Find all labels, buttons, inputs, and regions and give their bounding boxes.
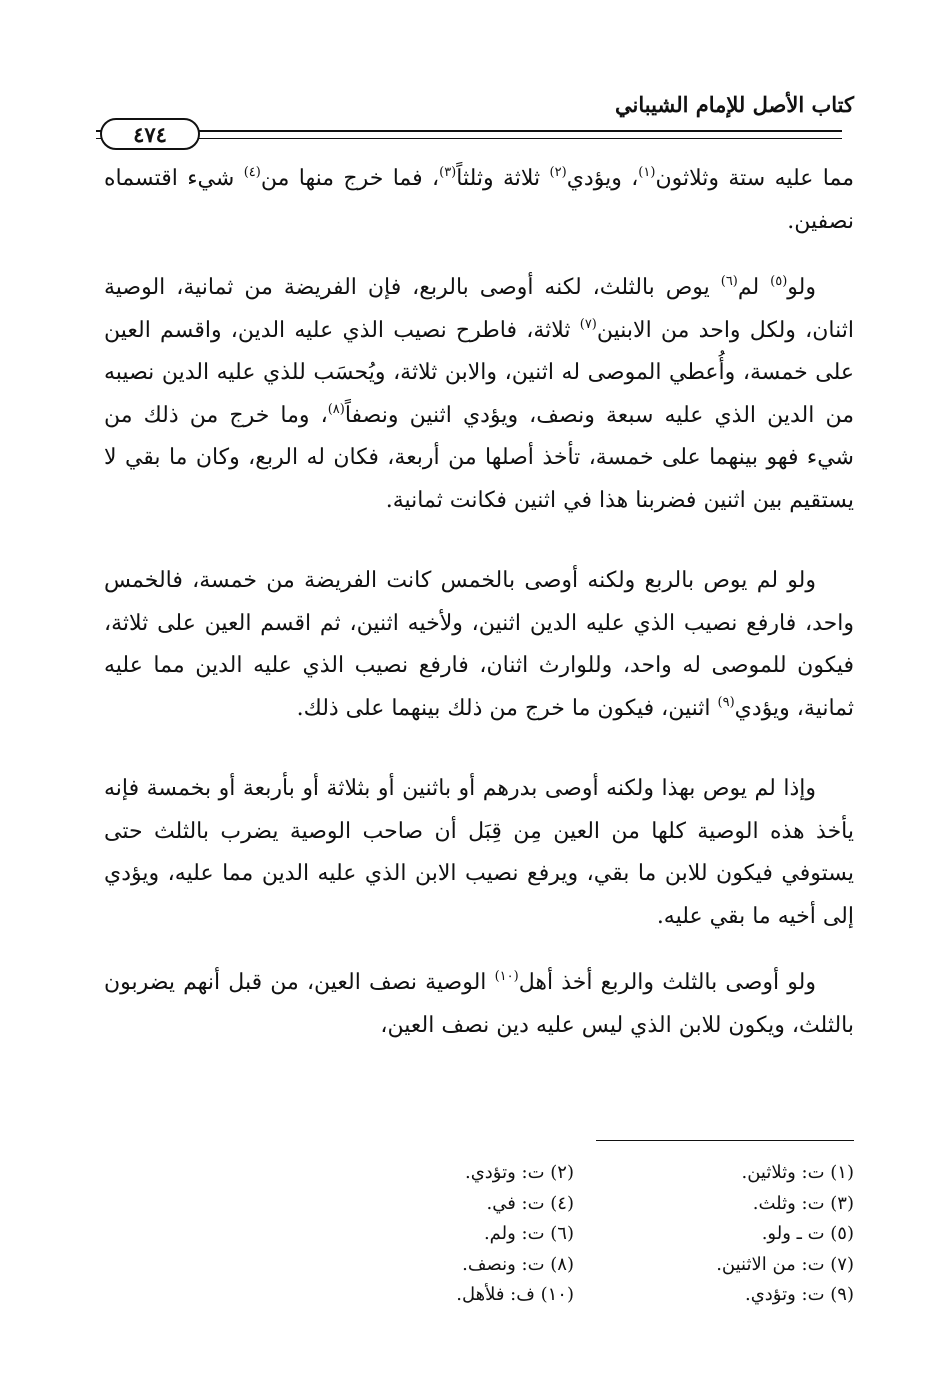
footnotes — [294, 1158, 854, 1311]
footnote-marker: (٣) — [439, 164, 457, 180]
footnote: (٢) ت: وتؤدي. — [464, 1162, 574, 1183]
text-run: الوصية نصف العين، من قبل أنهم يضربون بالثلث، ويكون للابن الذي ليس عليه دين نصف العين، — [104, 970, 854, 1038]
text-run: لم — [737, 275, 771, 300]
text-run: وإذا لم يوص بهذا ولكنه أوصى بدرهم أو باثنين أو بثلاثة أو بأربعة أو بخمسة فإنه يأخذ هذه الوصية كلها من العين مِن قِبَل أن صاحب الوصية يضرب بالثلث حتى يستوفي فيكون للابن ما بقي، ويرفع نصيب الابن الذي عليه الدين مما عليه، ويؤدي إلى أخيه ما بقي عليه. — [104, 776, 854, 929]
footnote-marker: (٥) — [770, 273, 788, 289]
footnote: (٦) ت: ولم. — [483, 1223, 574, 1244]
footnote-marker: (٢) — [549, 164, 567, 180]
text-run: ولو — [787, 275, 816, 300]
footnote-separator — [596, 1140, 854, 1141]
footnote-marker: (٧) — [579, 316, 597, 332]
paragraph-gap — [104, 522, 854, 560]
footnote-marker: (١٠) — [494, 968, 519, 984]
paragraph-gap — [104, 938, 854, 962]
footnote-row — [294, 1280, 854, 1311]
paragraph — [104, 267, 854, 522]
footnote-marker: (٦) — [720, 273, 738, 289]
footnote: (٣) ت: وثلث. — [752, 1192, 854, 1214]
text-run: يوص بالثلث، لكنه أوصى بالربع، فإن الفريضة من ثمانية، الوصية اثنان، ولكل واحد من الابنين — [104, 275, 854, 343]
footnote: (٤) ت: في. — [486, 1192, 574, 1214]
text-run: مما عليه ستة وثلاثون — [655, 166, 854, 191]
text-run: ، ويؤدي — [566, 166, 639, 191]
footnote-marker: (٨) — [327, 401, 345, 417]
footnote: (١٠) ف: فلأهل. — [456, 1284, 574, 1305]
page-number-badge: ٤٧٤ — [100, 118, 200, 150]
paragraph-gap — [104, 243, 854, 267]
footnote: (٧) ت: من الاثنين. — [716, 1253, 854, 1275]
text-run: ثلاثة وثلثاً — [456, 166, 550, 191]
footnote-row — [294, 1219, 854, 1250]
paragraph — [104, 158, 854, 243]
footnote: (١) ت: وثلاثين. — [741, 1162, 854, 1183]
text-run: ثلاثة، فاطرح نصيب الذي عليه الدين، واقسم العين على خمسة، وأُعطي الموصى له اثنين، والابن ثلاثة، ويُحسَب للذي عليه الدين نصيبه من الدين الذي عليه سبعة ونصف، ويؤدي اثنين ونصفاً — [104, 317, 854, 428]
main-text — [104, 158, 854, 1047]
header-rule-thin — [96, 138, 842, 139]
paragraph — [104, 768, 854, 938]
footnote: (٨) ت: ونصف. — [462, 1253, 574, 1275]
footnote: (٥) ت ـ ولو. — [761, 1223, 854, 1244]
text-run: ، وما خرج من ذلك من شيء فهو بينهما على خمسة، تأخذ أصلها من أربعة، فكان له الربع، وكان ما بقي لا يستقيم بين اثنين فضربنا هذا في اثنين فكانت ثمانية. — [104, 402, 854, 513]
header-rule-thick — [96, 130, 842, 132]
paragraph — [104, 560, 854, 730]
paragraph — [104, 962, 854, 1047]
footnote-row — [294, 1158, 854, 1189]
footnote: (٩) ت: وتؤدي. — [744, 1284, 854, 1305]
footnote-marker: (٩) — [717, 694, 735, 710]
footnote-marker: (١) — [638, 164, 656, 180]
text-run: ولو لم يوص بالربع ولكنه أوصى بالخمس كانت الفريضة من خمسة، فالخمس واحد، فارفع نصيب الذي عليه الدين اثنين، ولأخيه اثنين، ثم اقسم العين على ثلاثة، فيكون للموصى له واحد، وللوارث اثنان، فارفع نصيب الذي عليه الدين مما عليه ثمانية، ويؤدي — [104, 568, 854, 721]
paragraph-gap — [104, 730, 854, 768]
footnote-marker: (٤) — [243, 164, 261, 180]
text-run: ، فما خرج منها من — [260, 166, 440, 191]
footnote-row — [294, 1189, 854, 1220]
text-run: شيء اقتسماه نصفين. — [104, 166, 854, 234]
footnote-row — [294, 1250, 854, 1281]
running-header-title: كتاب الأصل للإمام الشيباني — [615, 92, 854, 117]
text-run: ولو أوصى بالثلث والربع أخذ أهل — [518, 970, 816, 995]
text-run: اثنين، فيكون ما خرج من ذلك بينهما على ذلك. — [296, 695, 718, 721]
